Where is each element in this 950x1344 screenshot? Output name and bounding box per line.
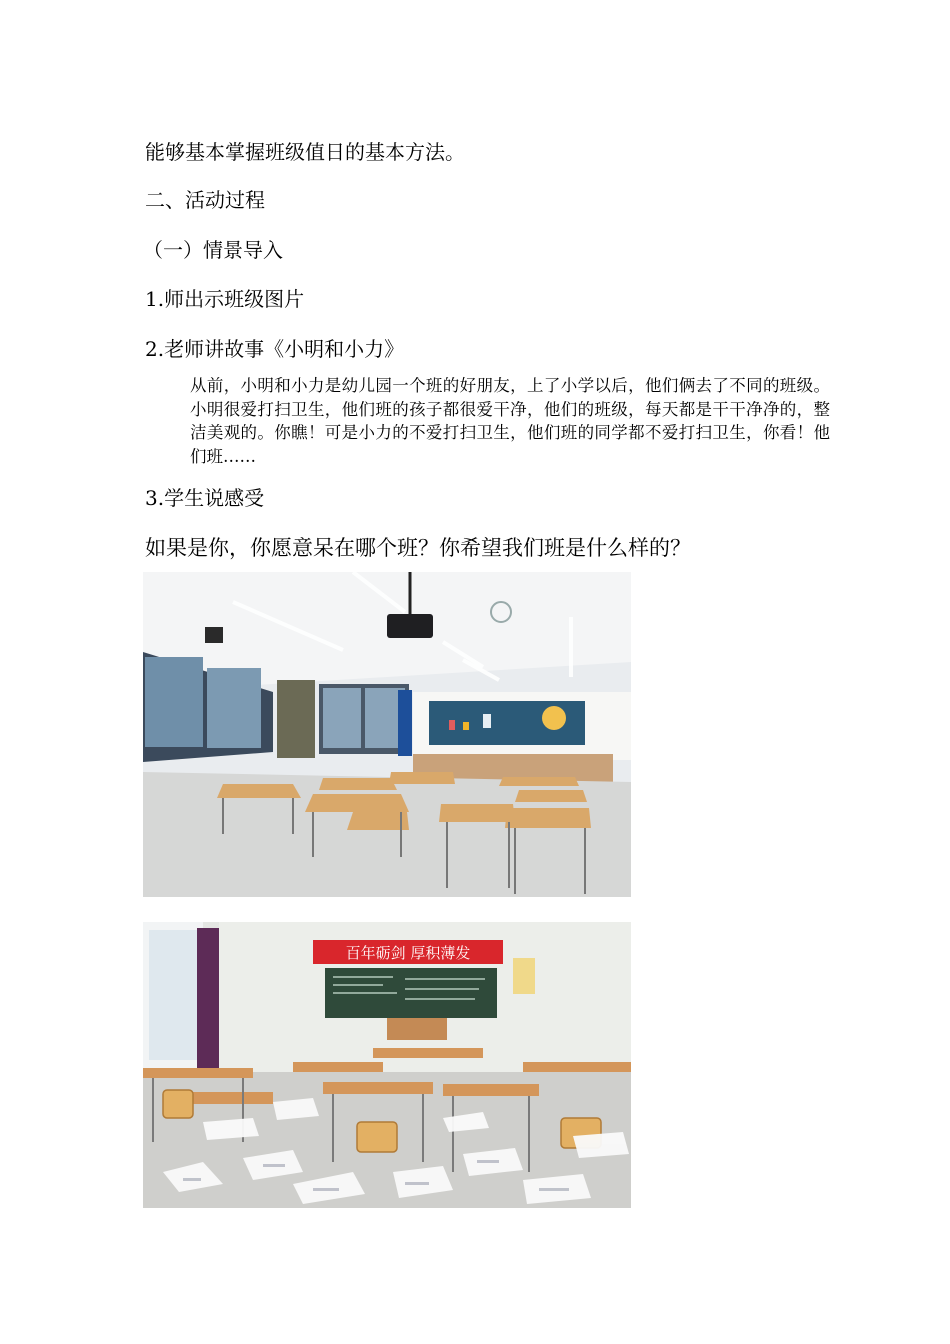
list-item-3: 3.学生说感受 [145, 486, 265, 510]
objective-text: 能够基本掌握班级值日的基本方法。 [145, 140, 465, 164]
list-item-2: 2.老师讲故事《小明和小力》 [145, 337, 405, 361]
question-text: 如果是你，你愿意呆在哪个班？你希望我们班是什么样的？ [145, 536, 691, 560]
banner-text: 百年砺剑 厚积薄发 [345, 944, 471, 962]
story-text: 从前，小明和小力是幼儿园一个班的好朋友，上了小学以后，他们俩去了不同的班级。小明很爱打扫卫生，他们班的孩子都很爱干净，他们的班级，每天都是干干净净的，整洁美观的。你瞧！可是小力的不爱打扫卫生，他们班的同学都不爱打扫卫生，你看！他们班…… [190, 376, 830, 466]
subsection-heading: （一）情景导入 [143, 238, 283, 262]
messy-classroom-photo [143, 922, 631, 1208]
section-heading: 二、活动过程 [145, 188, 265, 212]
list-item-1: 1.师出示班级图片 [145, 287, 305, 311]
clean-classroom-photo [143, 572, 631, 897]
story-paragraph [190, 374, 830, 468]
